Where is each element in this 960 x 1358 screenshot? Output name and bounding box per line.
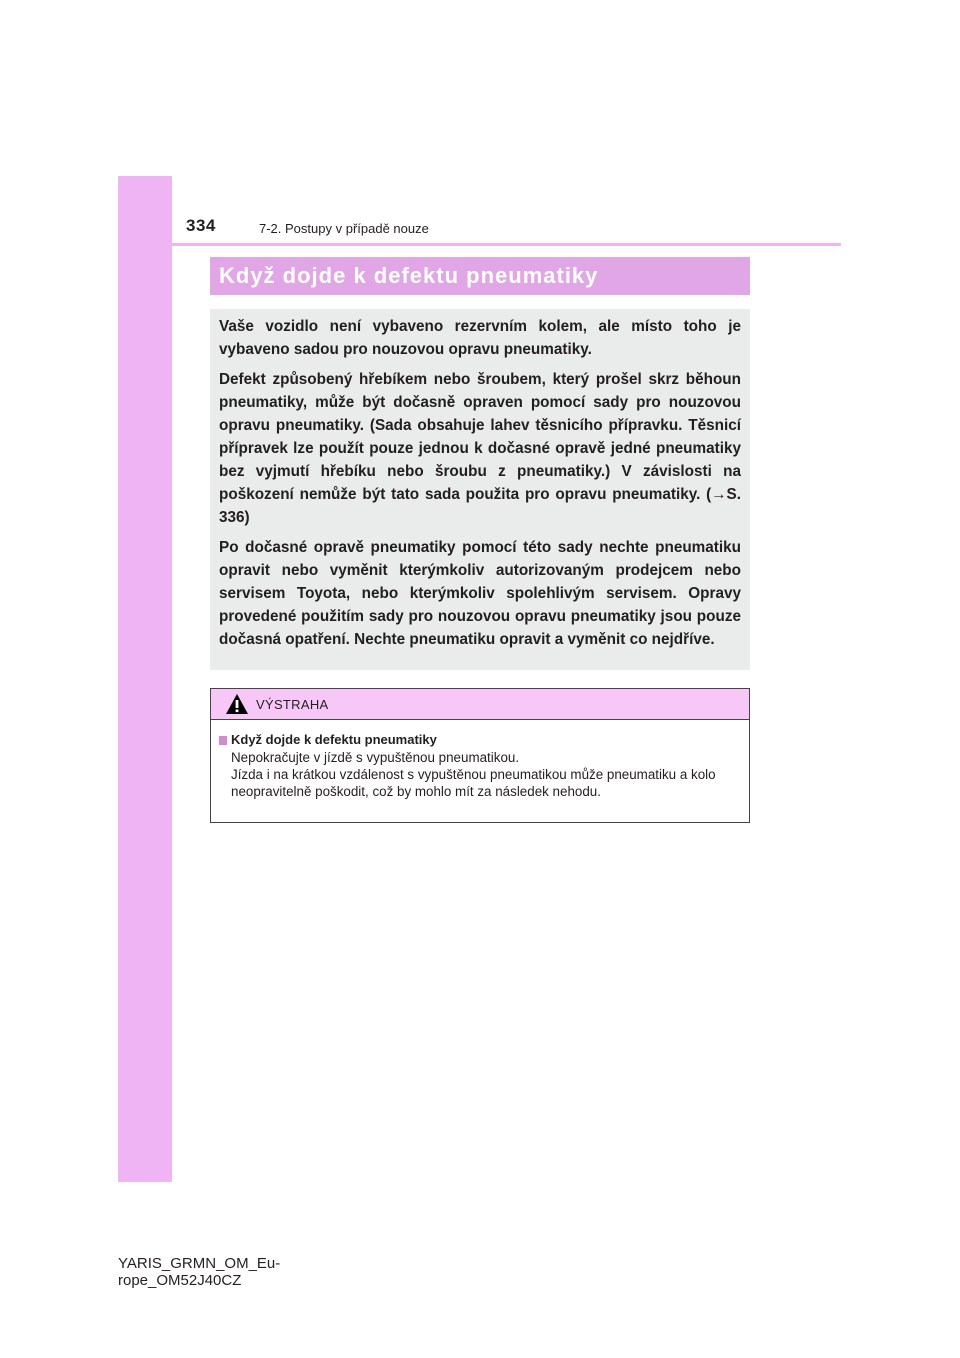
section-title: 7-2. Postupy v případě nouze [259, 221, 429, 236]
warning-text: Nepokračujte v jízdě s vypuštěnou pneumatikou. [231, 750, 520, 765]
warning-triangle-icon [225, 693, 249, 715]
side-color-band [118, 176, 172, 1182]
header-divider [172, 243, 841, 246]
intro-paragraph: Defekt způsobený hřebíkem nebo šroubem, který prošel skrz běhoun pneumatiky, může být dočasně opraven pomocí sady pro nouzovou opravu pneumatiky. (Sada obsahuje lahev těsnicího přípravku. Těsnicí přípravek lze použít pouze jednou k dočasné opravě jedné pneumatiky bez vyjmutí hřebíku nebo šroubu z pneumatiky.) V závislosti na poškození nemůže být tato sada použita pro opravu pneumatiky. (→S. 336) [219, 371, 741, 526]
title-bar [210, 257, 750, 295]
warning-text: Jízda i na krátkou vzdálenost s vypuštěnou pneumatikou může pneumatiku a kolo neopravitelně poškodit, což by mohlo mít za následek nehodu. [231, 767, 716, 799]
warning-box [210, 688, 750, 823]
square-bullet-icon [219, 736, 227, 745]
page-title: Když dojde k defektu pneumatiky [219, 263, 599, 288]
warning-label: VÝSTRAHA [256, 696, 329, 712]
intro-paragraph: Po dočasné opravě pneumatiky pomocí této sady nechte pneumatiku opravit nebo vyměnit kterýmkoliv autorizovaným prodejcem nebo servisem Toyota, nebo kterýmkoliv spolehlivým servisem. Opravy provedené použitím sady pro nouzovou opravu pneumatiky jsou pouze dočasná opatření. Nechte pneumatiku opravit a vyměnit co nejdříve. [219, 539, 741, 648]
intro-paragraph: Vaše vozidlo není vybaveno rezervním kolem, ale místo toho je vybaveno sadou pro nouzovou opravu pneumatiky. [219, 318, 741, 358]
document-code: YARIS_GRMN_OM_Eu- rope_OM52J40CZ [118, 1255, 281, 1289]
intro-box [210, 309, 750, 670]
warning-header [211, 689, 749, 720]
warning-body [211, 720, 749, 800]
warning-item-title [219, 731, 741, 749]
warning-item-title-text: Když dojde k defektu pneumatiky [231, 732, 437, 747]
page-number: 334 [186, 216, 216, 235]
